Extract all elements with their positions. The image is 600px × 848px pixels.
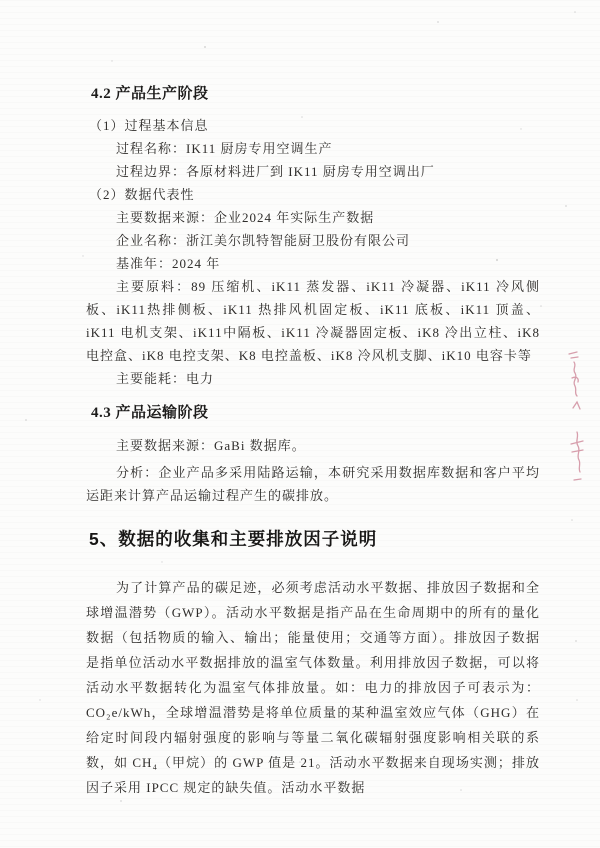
red-ink-strokes bbox=[569, 352, 583, 480]
base-year-line: 基准年：2024 年 bbox=[116, 256, 221, 271]
process-name-line: 过程名称：IK11 厨房专用空调生产 bbox=[116, 141, 333, 156]
red-ink-annotation bbox=[560, 340, 600, 500]
main-materials-paragraph: 主要原料：89 压缩机、iK11 蒸发器、iK11 冷凝器、iK11 冷风侧板、iK11热排侧板、iK11 热排风机固定板、iK11 底板、iK11 顶盖、iK11 电机支架、iK11中隔板、iK11 冷凝器固定板、iK8 冷出立柱、iK8 电控盒、iK8 电控支架、K8 电控盖板、iK8 冷风机支脚、iK10 电容卡等 bbox=[86, 279, 540, 363]
main-data-source-line: 主要数据来源：企业2024 年实际生产数据 bbox=[116, 210, 375, 225]
section-5-paragraph: 为了计算产品的碳足迹，必须考虑活动水平数据、排放因子数据和全球增温潜势（GWP）。活动水平数据是指产品在生命周期中的所有的量化数据（包括物质的输入、输出；能量使用；交通等方面）。排放因子数据是指单位活动水平数据排放的温室气体数量。利用排放因子数据，可以将活动水平数据转化为温室气体排放量。如：电力的排放因子可表示为：CO₂e/kWh，全球增温潜势是将单位质量的某种温室效应气体（GHG）在给定时间段内辐射强度的影响与等量二氧化碳辐射强度影响相关联的系数，如 CH₄（甲烷）的 GWP 值是 21。活动水平数据来自现场实测；排放因子采用 IPCC 规定的缺失值。活动水平数据 bbox=[86, 580, 540, 795]
transport-data-source-line: 主要数据来源：GaBi 数据库。 bbox=[116, 438, 306, 453]
section-4-3-heading: 4.3 产品运输阶段 bbox=[91, 405, 209, 421]
process-boundary-line: 过程边界：各原材料进厂到 IK11 厨房专用空调出厂 bbox=[116, 164, 435, 179]
main-energy-line: 主要能耗：电力 bbox=[116, 371, 215, 386]
company-name-line: 企业名称：浙江美尔凯特智能厨卫股份有限公司 bbox=[116, 233, 411, 248]
process-basic-info-item: （1）过程基本信息 bbox=[89, 118, 209, 133]
section-4-2-heading: 4.2 产品生产阶段 bbox=[91, 86, 209, 102]
section-5-heading: 5、数据的收集和主要排放因子说明 bbox=[89, 529, 378, 549]
data-representativeness-item: （2）数据代表性 bbox=[89, 187, 195, 202]
transport-analysis-paragraph: 分析：企业产品多采用陆路运输，本研究采用数据库数据和客户平均运距来计算产品运输过程产生的碳排放。 bbox=[86, 465, 540, 503]
